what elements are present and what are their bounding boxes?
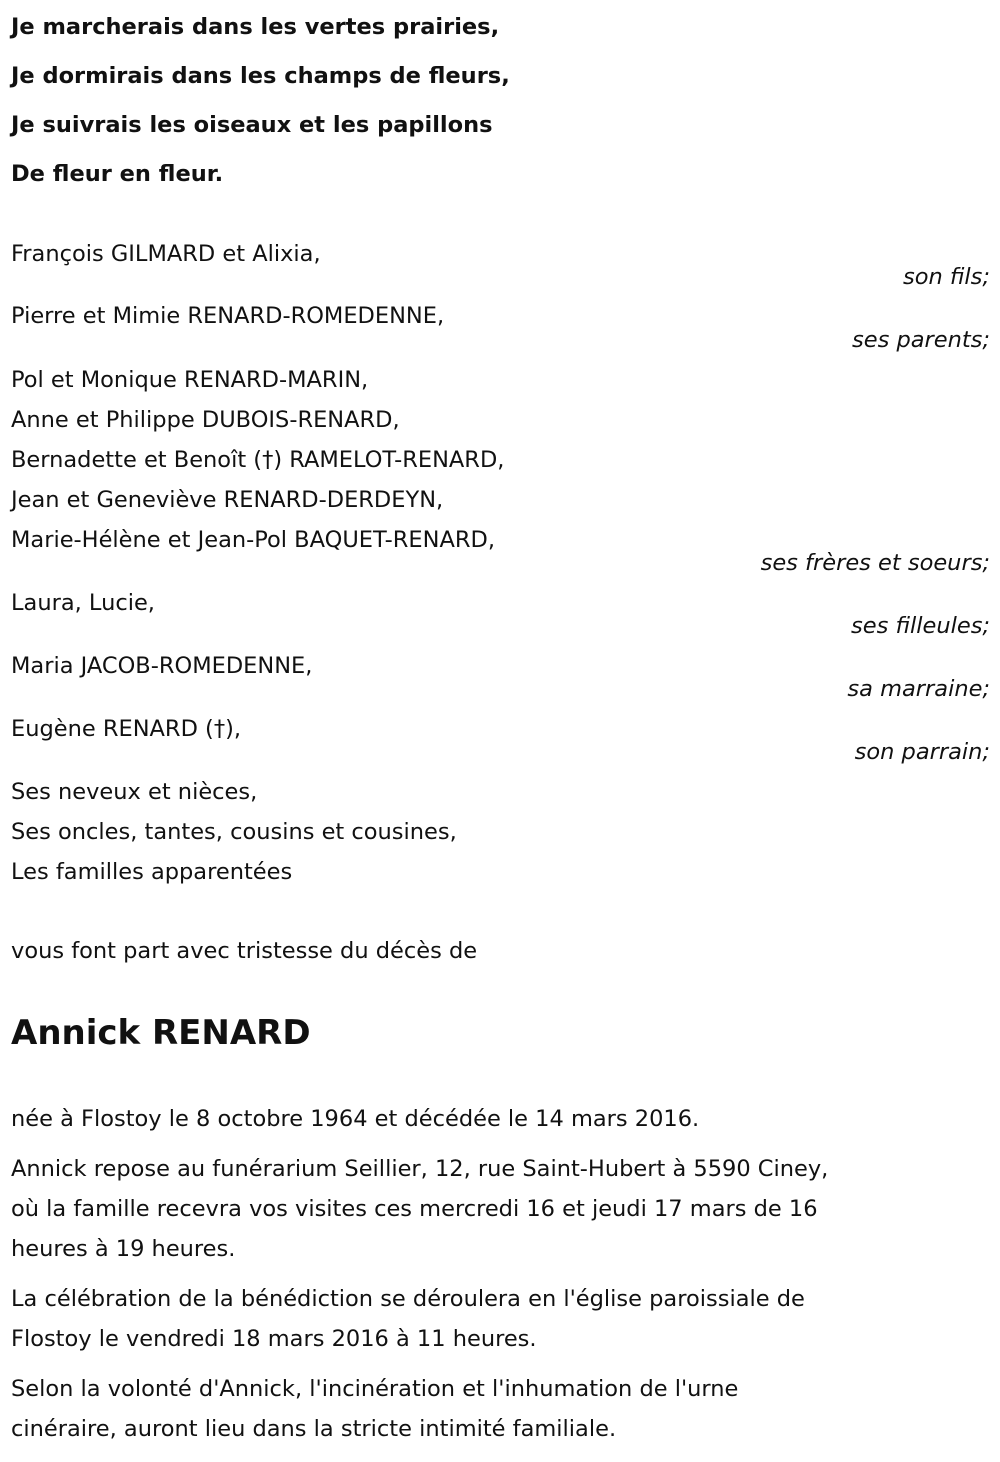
- other-relatives: Ses neveux et nièces,: [11, 779, 258, 805]
- other-relatives: Ses oncles, tantes, cousins et cousines,: [11, 819, 457, 845]
- family-name: Bernadette et Benoît (†) RAMELOT-RENARD,: [11, 447, 505, 473]
- family-name: Pol et Monique RENARD-MARIN,: [11, 367, 369, 393]
- family-name: Laura, Lucie,: [11, 590, 155, 616]
- poem-line: De fleur en fleur.: [11, 161, 224, 187]
- poem-line: Je marcherais dans les vertes prairies,: [11, 14, 500, 40]
- poem-line: Je dormirais dans les champs de fleurs,: [11, 63, 510, 89]
- family-relation: ses frères et soeurs;: [760, 550, 990, 576]
- family-name: Marie-Hélène et Jean-Pol BAQUET-RENARD,: [11, 527, 495, 553]
- family-relation: son fils;: [903, 264, 990, 290]
- details-line: Annick repose au funérarium Seillier, 12, rue Saint-Hubert à 5590 Ciney,: [11, 1156, 829, 1182]
- details-line: La célébration de la bénédiction se déroulera en l'église paroissiale de: [11, 1286, 805, 1312]
- family-name: Maria JACOB-ROMEDENNE,: [11, 653, 313, 679]
- details-line: cinéraire, auront lieu dans la stricte intimité familiale.: [11, 1416, 617, 1442]
- details-line: Flostoy le vendredi 18 mars 2016 à 11 heures.: [11, 1326, 537, 1352]
- family-relation: ses filleules;: [851, 613, 990, 639]
- details-line: Selon la volonté d'Annick, l'incinération et l'inhumation de l'urne: [11, 1376, 739, 1402]
- deceased-name: Annick RENARD: [11, 1013, 311, 1053]
- family-name: Pierre et Mimie RENARD-ROMEDENNE,: [11, 303, 445, 329]
- family-relation: son parrain;: [854, 739, 990, 765]
- other-relatives: Les familles apparentées: [11, 859, 293, 885]
- family-name: Eugène RENARD (†),: [11, 716, 241, 742]
- details-line: où la famille recevra vos visites ces mercredi 16 et jeudi 17 mars de 16: [11, 1196, 818, 1222]
- announcement: vous font part avec tristesse du décès de: [11, 938, 478, 964]
- details-line: née à Flostoy le 8 octobre 1964 et décédée le 14 mars 2016.: [11, 1106, 700, 1132]
- family-relation: sa marraine;: [847, 676, 990, 702]
- family-name: François GILMARD et Alixia,: [11, 241, 321, 267]
- family-name: Anne et Philippe DUBOIS-RENARD,: [11, 407, 400, 433]
- family-relation: ses parents;: [852, 327, 990, 353]
- details-line: heures à 19 heures.: [11, 1236, 236, 1262]
- family-name: Jean et Geneviève RENARD-DERDEYN,: [11, 487, 444, 513]
- poem-line: Je suivrais les oiseaux et les papillons: [11, 112, 493, 138]
